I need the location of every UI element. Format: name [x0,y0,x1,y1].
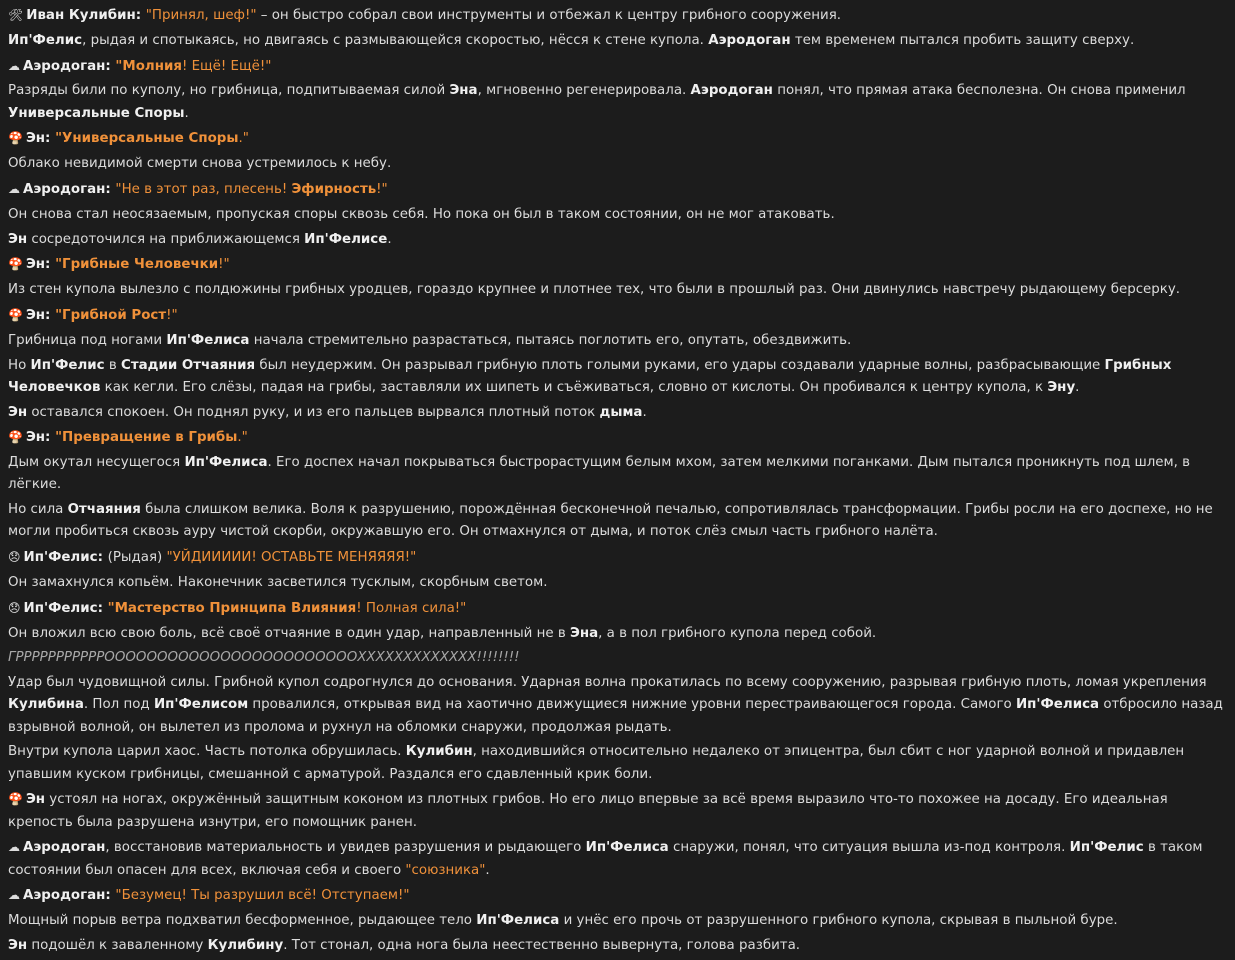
quote-text: "УЙДИИИИИ! ОСТАВЬТЕ МЕНЯЯЯЯ!" [166,550,417,566]
text-segment: – он быстро собрал свои инструменты и отбежал к центру грибного сооружения. [256,8,842,23]
bold-text: Эн [25,257,46,273]
bold-text: Ип'Фелиса [585,840,669,856]
bold-text: : [45,307,56,323]
bold-text: Отчаяния [67,502,141,518]
bold-text: : [97,600,108,616]
text-segment: был неудержим. Он разрывал грибную плоть голыми руками, его удары создавали ударные волны, разбрасывающие [255,357,1105,373]
bold-text: : [135,8,146,23]
message-paragraph [8,426,1230,449]
text-segment: Грибница под ногами [8,332,167,348]
bold-text: : [105,181,116,197]
bold-text: Кулибина [8,697,84,713]
bold-text: : [105,58,116,74]
quote-text: "Мастерство Принципа Влияния [107,600,357,616]
bold-text: Грибных Человечков [8,357,1172,395]
message-paragraph [8,80,1230,124]
text-segment: (Рыдая) [107,550,167,566]
message-paragraph [8,884,1230,907]
text-segment: Внутри купола царил хаос. Часть потолка обрушилась. [8,744,406,760]
quote-text: ! Ещё! Ещё!" [181,58,272,74]
message-paragraph [8,910,1230,932]
text-segment: оставался спокоен. Он поднял руку, и из его пальцев вырвался плотный поток [27,404,600,420]
chat-log [8,4,1230,960]
mushroom-icon: 🍄 [8,257,23,272]
quote-text: "Грибной Рост [55,307,167,323]
bold-text: Ип'Фелис [23,600,98,616]
text-segment: . [642,404,647,420]
bold-text: дыма [599,404,643,420]
bold-text: Эна [570,625,599,641]
bold-text: Ип'Фелиса [1015,697,1100,713]
text-segment: Удар был чудовищной силы. Грибной купол содрогнулся до основания. Ударная волна прокатилась по всему сооружению, разрывая грибную плоть, ломая укрепления [8,675,1207,691]
quote-text: "Превращение в Грибы [55,430,238,446]
text-segment: . Пол под [83,697,154,713]
text-segment: понял, что прямая атака бесполезна. Он снова применил [772,83,1186,99]
text-segment: начала стремительно разрастаться, пытаясь поглотить его, опутать, обездвижить. [249,332,852,348]
cloud-icon: ☁ [8,58,20,73]
quote-text: !" [376,181,388,197]
cloud-icon: ☁ [8,840,20,855]
text-segment: , восстановив материальность и увидев разрушения и рыдающего [105,840,586,856]
quote-text: Эфирность [291,181,377,197]
bold-text: : [45,131,56,147]
bold-text: Эн [8,937,28,953]
bold-text: Ип'Фелис [30,357,105,373]
message-paragraph [8,935,1230,957]
message-paragraph [8,229,1230,251]
quote-text: !" [166,307,178,323]
message-paragraph [8,572,1230,594]
bold-text: Аэродоган [23,888,106,904]
text-segment: . [387,231,392,247]
bold-text: Ип'Фелис [1069,840,1144,856]
message-paragraph [8,597,1230,620]
message-paragraph [8,30,1230,52]
bold-text: Эн [25,307,46,323]
text-segment: . [1075,379,1080,395]
bold-text: : [105,888,116,904]
cloud-icon: ☁ [8,888,20,903]
message-paragraph [8,204,1230,226]
bold-text: Кулибин [405,744,473,760]
bold-text: Кулибину [207,937,284,953]
text-segment: . Тот стонал, одна нога была неестественно вывернута, голова разбита. [283,937,801,953]
text-segment: устоял на ногах, окружённый защитным коконом из плотных грибов. Но его лицо впервые за всё время выразило что-то похожее на досаду. Его идеальная крепость была разрушена изнутри, его помощник ранен. [8,792,1168,830]
sad-face-icon: 😞 [8,600,21,615]
bold-text: Эн [25,792,46,808]
text-segment: Он замахнулся копьём. Наконечник засветился тусклым, скорбным светом. [8,574,548,590]
bold-text: Эн [8,231,28,247]
message-paragraph [8,623,1230,645]
text-segment: . [485,862,490,878]
bold-text: Иван Кулибин [26,8,136,23]
quote-text: ." [238,131,249,147]
bold-text: : [45,257,56,273]
message-paragraph [8,304,1230,327]
quote-text: "Универсальные Споры [55,131,239,147]
quote-text: ." [237,430,248,446]
message-paragraph [8,546,1230,569]
message-paragraph [8,836,1230,881]
text-segment: . [184,105,189,121]
text-segment: . Его доспех начал покрываться быстрорастущим белым мхом, затем мелкими поганками. Дым пытался проникнуть под шлем, в лёгкие. [8,455,1191,493]
bold-text: : [97,550,108,566]
text-segment: сосредоточился на приближающемся [27,231,305,247]
message-paragraph [8,355,1230,399]
text-segment: , мгновенно регенерировала. [477,83,691,99]
quote-text: "Грибные Человечки [55,257,219,273]
mushroom-icon: 🍄 [8,307,23,322]
text-segment: как кегли. Его слёзы, падая на грибы, заставляли их шипеть и съёживаться, словно от кислоты. Он пробивался к центру купола, к [100,379,1048,395]
text-segment: была слишком велика. Воля к разрушению, порождённая бесконечной печалью, сопротивлялась трансформации. Грибы росли на его доспехе, но не могли пробиться сквозь ауру чистой скорби, окружавшую его. Он отмахнулся от дыма, и поток слёз смыл часть грибного налёта. [8,502,1213,540]
bold-text: Аэродоган [23,58,106,74]
message-paragraph [8,499,1230,543]
message-paragraph [8,253,1230,276]
text-segment: подошёл к заваленному [27,937,208,953]
message-paragraph [8,279,1230,301]
bold-text: Ип'Фелисе [304,231,388,247]
text-segment: , находившийся относительно недалеко от эпицентра, был сбит с ног ударной волной и придавлен упавшим куском грибницы, смешанной с арматурой. Раздался его сдавленный крик боли. [8,744,1185,782]
quote-text: ! Полная сила!" [356,600,467,616]
bold-text: Ип'Фелис [8,32,83,48]
quote-text: !" [218,257,230,273]
text-segment: Из стен купола вылезло с полдюжины грибных уродцев, гораздо крупнее и плотнее тех, что были в прошлый раз. Они двинулись навстречу рыдающему берсерку. [8,282,1181,298]
text-segment: , а в пол грибного купола перед собой. [598,625,877,641]
text-segment: снаружи, понял, что ситуация вышла из-под контроля. [668,840,1070,856]
message-paragraph [8,452,1230,496]
bold-text: Стадии Отчаяния [121,357,256,373]
bold-text: Эн [25,131,46,147]
text-segment: провалился, открывая вид на хаотично движущиеся нижние уровни перестраивающегося города. Самого [248,697,1016,713]
bold-text: Ип'Фелиса [184,455,268,471]
mushroom-icon: 🍄 [8,792,23,807]
quote-text: "Не в этот раз, плесень! [115,181,292,197]
quote-text: "Молния [115,58,182,74]
message-paragraph [8,4,1230,27]
text-segment: Он вложил всю свою боль, всё своё отчаяние в один удар, направленный не в [8,625,571,641]
message-paragraph [8,330,1230,352]
cloud-icon: ☁ [8,181,20,196]
bold-text: Аэродоган [23,840,106,856]
quote-text: "союзника" [405,862,486,878]
text-segment: , рыдая и спотыкаясь, но двигаясь с размывающейся скоростью, нёсся к стене купола. [82,32,709,48]
message-paragraph [8,153,1230,175]
bold-text: Эну [1047,379,1076,395]
message-paragraph [8,788,1230,833]
text-segment: Дым окутал несущегося [8,455,185,471]
message-paragraph [8,55,1230,78]
bold-text: Ип'Фелисом [153,697,249,713]
text-segment: Облако невидимой смерти снова устремилось к небу. [8,156,392,172]
quote-text: "Принял, шеф!" [145,8,257,23]
bold-text: Эн [8,404,28,420]
message-paragraph [8,127,1230,150]
bold-text: Ип'Фелис [23,550,98,566]
bold-text: Аэродоган [690,83,773,99]
message-paragraph [8,178,1230,201]
text-segment: Он снова стал неосязаемым, пропуская споры сквозь себя. Но пока он был в таком состоянии, он не мог атаковать. [8,206,835,222]
bold-text: Ип'Фелиса [476,913,560,929]
message-paragraph [8,647,1230,669]
text-segment: Но [8,357,31,373]
message-paragraph [8,741,1230,785]
bold-text: : [45,430,56,446]
bold-text: Аэродоган [23,181,106,197]
message-paragraph [8,402,1230,424]
text-segment: Разряды били по куполу, но грибница, подпитываемая силой [8,83,450,99]
bold-text: Эн [25,430,46,446]
text-segment: в таком состоянии был опасен для всех, включая себя и своего [8,840,1203,878]
text-segment: Но сила [8,502,68,518]
bold-text: Аэродоган [708,32,791,48]
mushroom-icon: 🍄 [8,430,23,445]
italic-text: ГРРРРРРРРРРРООООООООООООООООООООООООХХХХХХХХХХХХХ!!!!!!!! [8,650,520,666]
bold-text: Универсальные Споры [8,105,185,121]
bold-text: Эна [449,83,478,99]
text-segment: Мощный порыв ветра подхватил бесформенное, рыдающее тело [8,913,477,929]
text-segment: тем временем пытался пробить защиту сверху. [790,32,1135,48]
text-segment: в [104,357,121,373]
message-paragraph [8,672,1230,739]
text-segment: отбросило назад взрывной волной, он вылетел из пролома и рухнул на обломки снаружи, продолжая рыдать. [8,697,1223,735]
sad-face-icon: 😞 [8,550,21,565]
bold-text: Ип'Фелиса [166,332,250,348]
mushroom-icon: 🍄 [8,131,23,146]
text-segment: и унёс его прочь от разрушенного грибного купола, скрывая в пыльной буре. [559,913,1118,929]
tools-icon: 🛠 [8,8,24,22]
quote-text: "Безумец! Ты разрушил всё! Отступаем!" [115,888,410,904]
